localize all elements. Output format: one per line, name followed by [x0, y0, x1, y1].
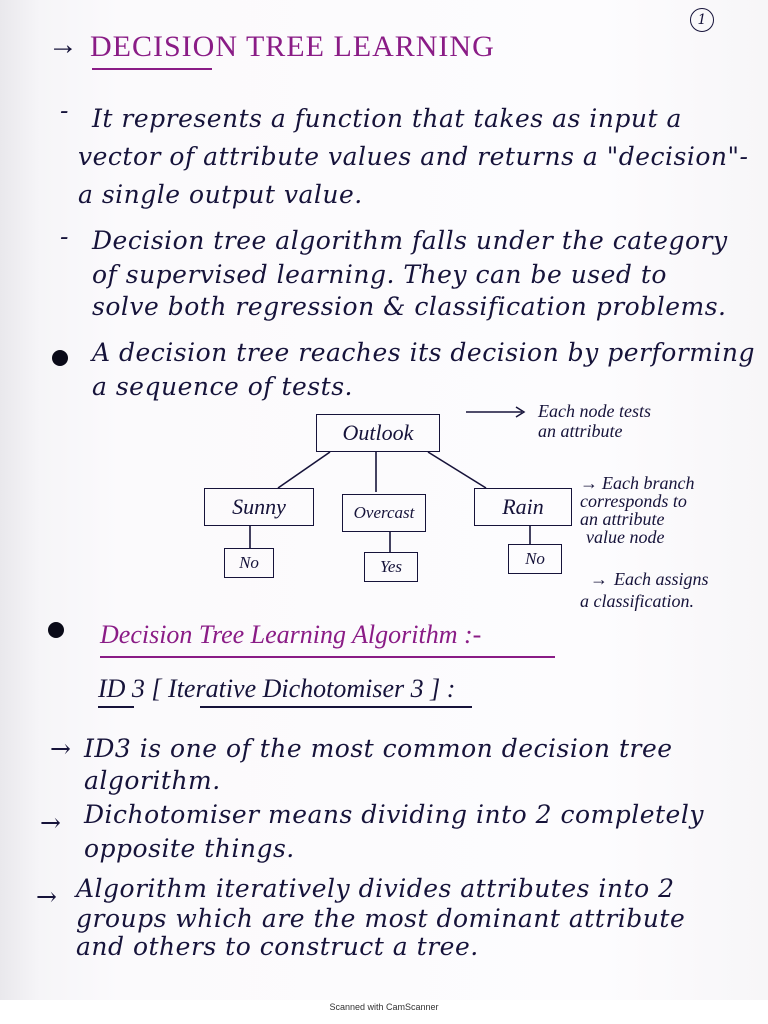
para2-line1: Decision tree algorithm falls under the category [92, 226, 728, 255]
para1-line2: vector of attribute values and returns a "decision"- [78, 142, 749, 171]
id3-underline-2 [200, 706, 472, 708]
note-1-line1: Each node tests [538, 401, 651, 421]
section2-title: Decision Tree Learning Algorithm :- [100, 620, 482, 649]
id3-underline-1 [98, 706, 134, 708]
branch-line-sunny [278, 452, 330, 488]
para2-line2: of supervised learning. They can be used to [92, 260, 667, 289]
para1-line3: a single output value. [78, 180, 363, 209]
note-2-line2: corresponds to [580, 491, 687, 511]
tree-root-node: Outlook [316, 414, 440, 452]
note-2-line3: an attribute [580, 509, 665, 529]
para1-line1: It represents a function that takes as input a [92, 104, 682, 133]
point3-line1: Algorithm iteratively divides attributes into 2 [76, 874, 675, 903]
point2-marker: → [40, 808, 62, 837]
point1-marker: → [50, 734, 72, 763]
page-number: 1 [690, 8, 714, 32]
para3-line2: a sequence of tests. [92, 372, 353, 401]
branch-line-rain [428, 452, 486, 488]
note-2-arrow: → [580, 473, 598, 493]
note-3-line1: Each assigns [614, 569, 709, 589]
para2-marker: - [60, 222, 69, 251]
note-3-line2: a classification. [580, 591, 694, 611]
note-2-line4: value node [586, 527, 665, 547]
tree-leaf-1: No [224, 548, 274, 578]
id3-heading: ID 3 [ Iterative Dichotomiser 3 ] : [98, 674, 456, 703]
point1-line2: algorithm. [84, 766, 221, 795]
tree-branch-rain: Rain [474, 488, 572, 526]
point3-line3: and others to construct a tree. [76, 932, 479, 961]
para2-line3: solve both regression & classification problems. [92, 292, 727, 321]
tree-branch-overcast: Overcast [342, 494, 426, 532]
point3-marker: → [36, 882, 58, 911]
note-2-line1: Each branch [602, 473, 695, 493]
note-3-arrow: → [590, 569, 608, 589]
point2-line2: opposite things. [84, 834, 295, 863]
para1-marker: - [60, 96, 69, 125]
point2-line1: Dichotomiser means dividing into 2 completely [84, 800, 704, 829]
section2-title-underline [100, 656, 555, 658]
heading-arrow: → [48, 28, 79, 61]
note-1-line2: an attribute [538, 421, 623, 441]
para3-line1: A decision tree reaches its decision by performing [92, 338, 756, 367]
section2-bullet-dot [48, 622, 64, 638]
point3-line2: groups which are the most dominant attribute [76, 904, 686, 933]
scanner-watermark: Scanned with CamScanner [329, 1002, 439, 1012]
tree-leaf-3: No [508, 544, 562, 574]
page-title: DECISION TREE LEARNING [90, 30, 495, 63]
tree-branch-sunny: Sunny [204, 488, 314, 526]
point1-line1: ID3 is one of the most common decision tree [84, 734, 673, 763]
tree-leaf-2: Yes [364, 552, 418, 582]
